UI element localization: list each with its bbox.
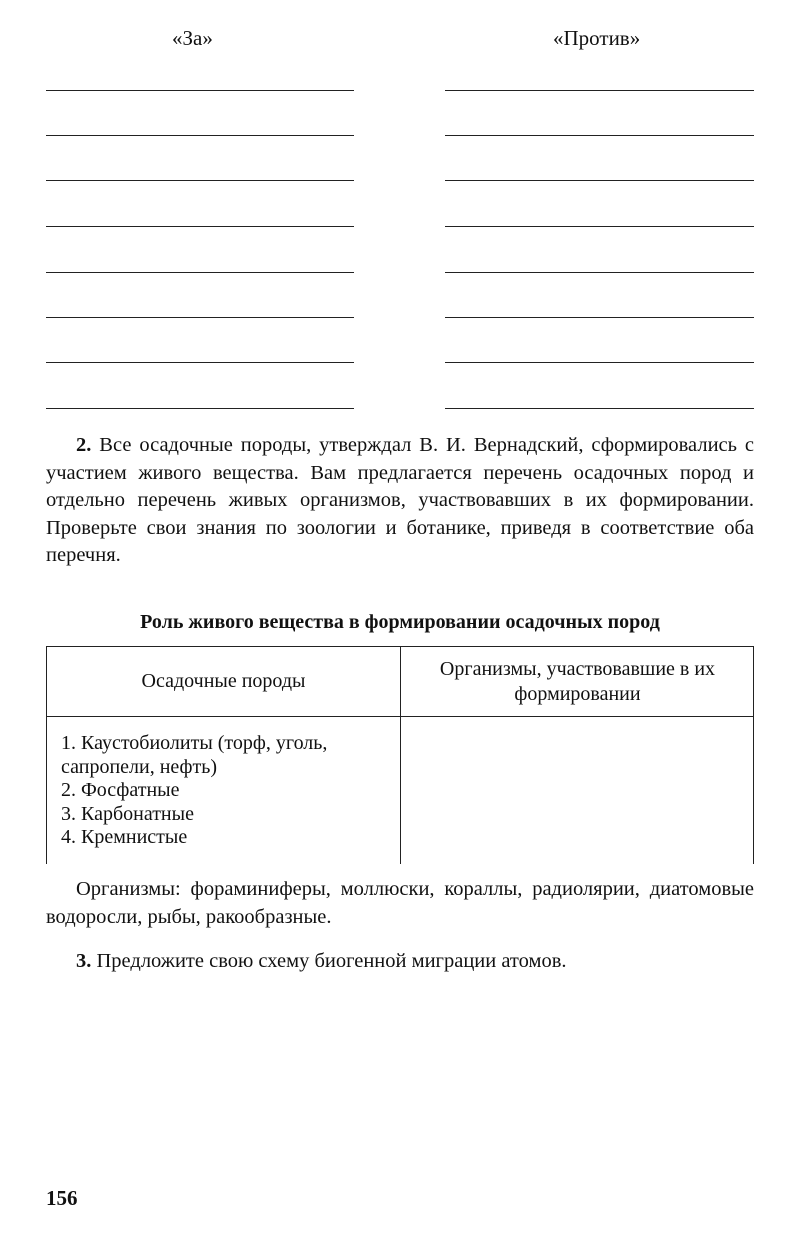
answer-line	[445, 226, 754, 227]
task-2-paragraph	[46, 432, 754, 570]
page-number: 156	[46, 1186, 78, 1210]
answer-line	[445, 135, 754, 136]
answer-line	[46, 362, 354, 363]
answer-line	[445, 90, 754, 91]
answer-line	[46, 226, 354, 227]
task-2-number: 2.	[76, 434, 92, 456]
answer-line	[445, 180, 754, 181]
answer-line	[46, 272, 354, 273]
header-organisms: Организмы, участвовавшие в их формировании	[439, 657, 716, 705]
for-column-heading: «За»	[172, 26, 213, 50]
rock-list	[61, 732, 391, 850]
answer-line	[46, 90, 354, 91]
organisms-list-paragraph: Организмы: фораминиферы, моллюски, кораллы, радиолярии, диатомовые водоросли, рыбы, ракообразные.	[46, 878, 754, 928]
task-3-text: Предложите свою схему биогенной миграции атомов.	[96, 950, 567, 972]
table-column-divider	[400, 647, 401, 864]
answer-line	[46, 408, 354, 409]
task-3-number: 3.	[76, 950, 92, 972]
answer-line	[445, 317, 754, 318]
task-3-paragraph	[46, 948, 754, 976]
rocks-table	[46, 646, 754, 864]
answer-line	[46, 317, 354, 318]
answer-line	[46, 180, 354, 181]
answer-line	[445, 408, 754, 409]
against-column-heading: «Против»	[553, 26, 641, 50]
rock-item: 4. Кремнистые	[61, 826, 188, 848]
rock-item: 3. Карбонатные	[61, 802, 194, 825]
task-2-text: Все осадочные породы, утверждал В. И. Вернадский, сформировались с участием живого вещества. Вам предлагается перечень осадочных пород и отдельно перечень живых организмов, участвовавших в их формировании. Проверьте свои знания по зоологии и ботанике, приведя в соответствие оба перечня.	[46, 434, 755, 566]
answer-line	[445, 272, 754, 273]
answer-line	[46, 135, 354, 136]
table-title: Роль живого вещества в формировании осадочных пород	[140, 611, 660, 633]
rock-item: 2. Фосфатные	[61, 779, 180, 801]
header-sedimentary-rocks: Осадочные породы	[141, 670, 306, 692]
answer-line	[445, 362, 754, 363]
rock-item: 1. Каустобиолиты (торф, уголь, сапропели, нефть)	[61, 732, 328, 778]
